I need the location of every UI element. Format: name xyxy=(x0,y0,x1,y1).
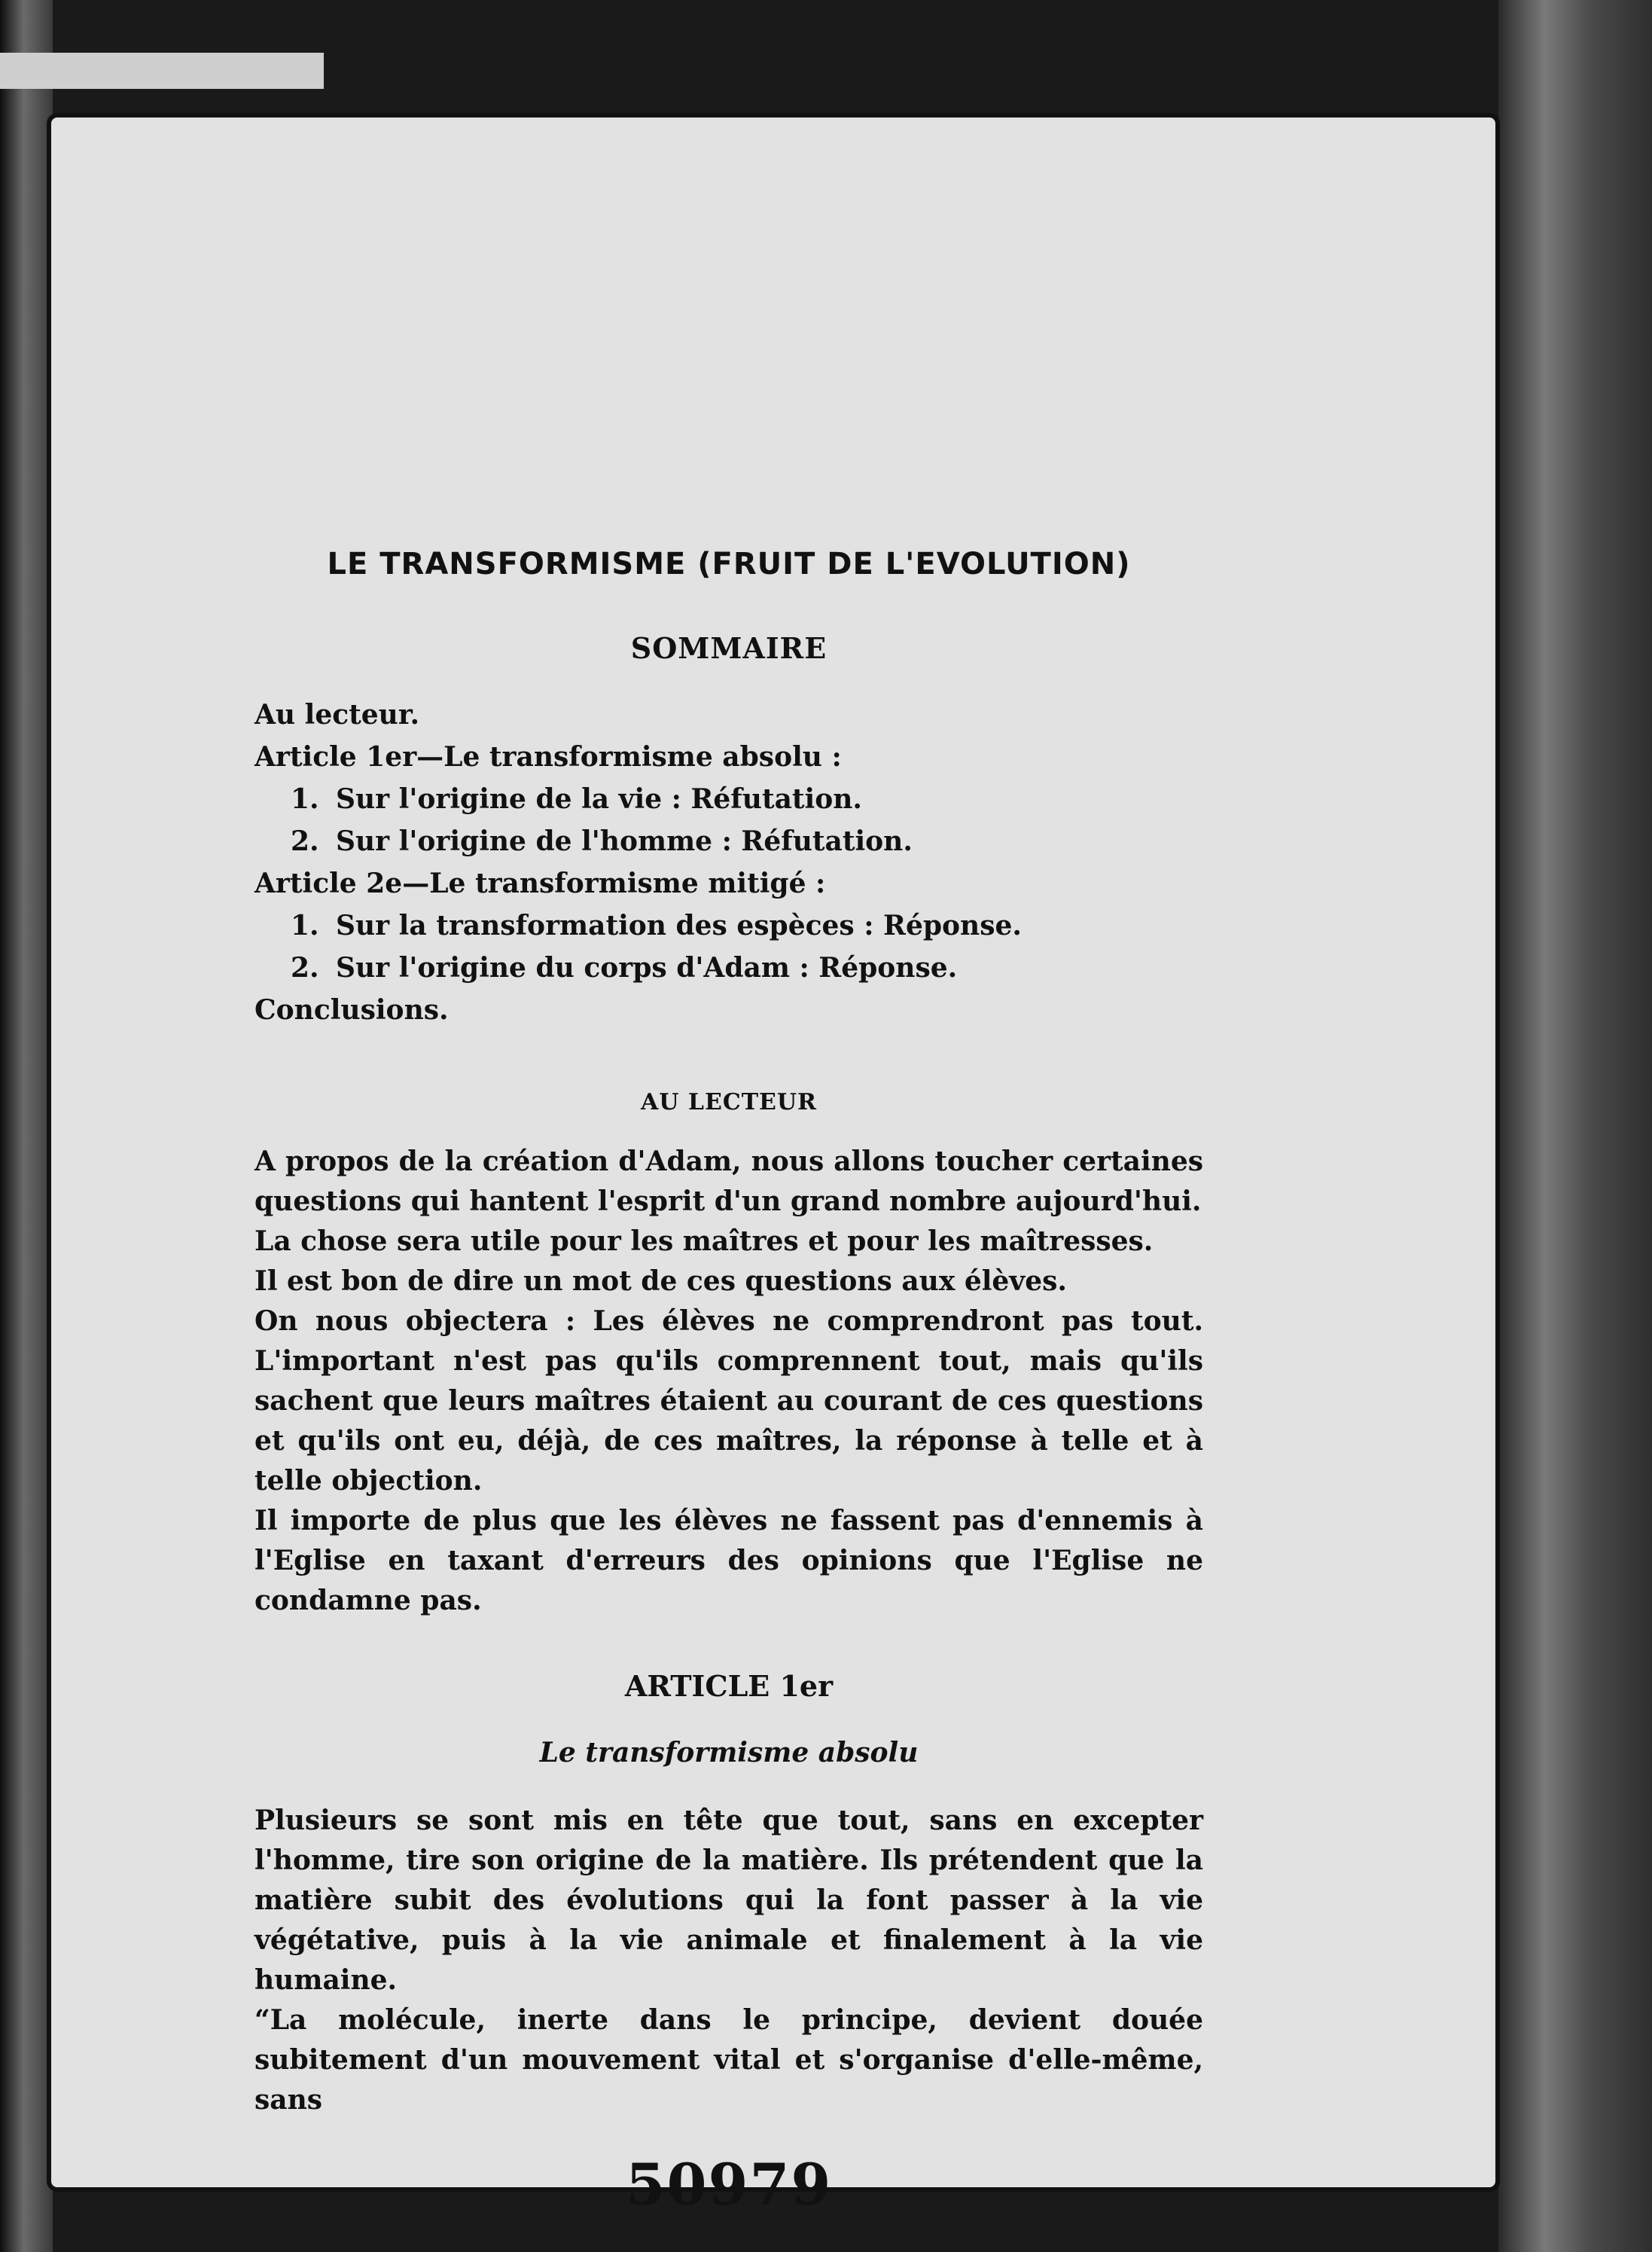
article-1-subheading: Le transformisme absolu xyxy=(539,1737,919,1768)
toc-item: Article 2e—Le transformisme mitigé : xyxy=(255,868,826,899)
article-1-heading: ARTICLE 1er xyxy=(624,1669,834,1703)
scan-top-strip xyxy=(0,53,324,89)
paragraph: “La molécule, inerte dans le principe, devient douée subitement d'un mouvement vital et s'organise d'elle-même, sans xyxy=(255,2004,1203,2116)
toc-item: Au lecteur. xyxy=(255,699,420,731)
sommaire-list xyxy=(255,694,1203,1031)
au-lecteur-text xyxy=(255,1142,1203,1621)
document-title: LE TRANSFORMISME (FRUIT DE L'EVOLUTION) xyxy=(327,547,1131,581)
sommaire-heading: SOMMAIRE xyxy=(630,631,828,665)
page-number-stamp: 50979 xyxy=(625,2151,833,2218)
paragraph: A propos de la création d'Adam, nous allons toucher certaines questions qui hantent l'esprit d'un grand nombre aujourd'hui. xyxy=(255,1146,1203,1217)
paragraph: On nous objectera : Les élèves ne comprendront pas tout. L'important n'est pas qu'ils comprennent tout, mais qu'ils sachent que leurs maîtres étaient au courant de ces questions et qu'ils ont eu, déjà, de ces maîtres, la réponse à telle et à telle objection. xyxy=(255,1305,1203,1497)
toc-subitem: 2. Sur l'origine de l'homme : Réfutation. xyxy=(291,825,913,857)
au-lecteur-heading: AU LECTEUR xyxy=(640,1089,817,1115)
article-1-text xyxy=(255,1801,1203,2120)
scan-left-edge xyxy=(0,0,53,2252)
paragraph: Il importe de plus que les élèves ne fassent pas d'ennemis à l'Eglise en taxant d'erreurs des opinions que l'Eglise ne condamne pas. xyxy=(255,1505,1203,1616)
toc-subitem: 2. Sur l'origine du corps d'Adam : Réponse. xyxy=(291,952,958,984)
toc-subitem: 1. Sur la transformation des espèces : Réponse. xyxy=(291,910,1022,941)
toc-item: Article 1er—Le transformisme absolu : xyxy=(255,741,842,773)
scan-right-edge xyxy=(1498,0,1652,2252)
paragraph: Plusieurs se sont mis en tête que tout, sans en excepter l'homme, tire son origine de la matière. Ils prétendent que la matière subit des évolutions qui la font passer à la vie végétative, puis à la vie animale et finalement à la vie humaine. xyxy=(255,1805,1203,1996)
paragraph: La chose sera utile pour les maîtres et pour les maîtresses. xyxy=(255,1225,1154,1257)
toc-item: Conclusions. xyxy=(255,994,449,1026)
toc-subitem: 1. Sur l'origine de la vie : Réfutation. xyxy=(291,783,862,815)
paragraph: Il est bon de dire un mot de ces questions aux élèves. xyxy=(255,1265,1067,1297)
document-page xyxy=(47,113,1500,2218)
